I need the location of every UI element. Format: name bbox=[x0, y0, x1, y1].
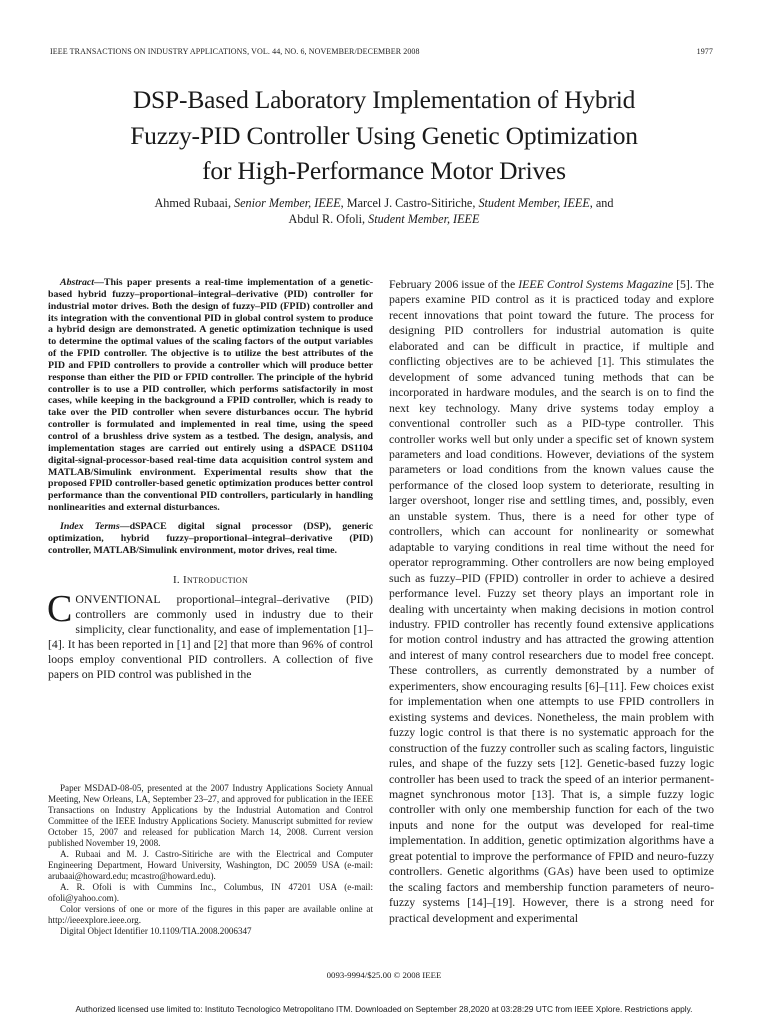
body-paragraph bbox=[389, 277, 714, 926]
abstract-label: Abstract bbox=[60, 277, 95, 288]
footnote-doi: Digital Object Identifier 10.1109/TIA.2008.2006347 bbox=[60, 926, 252, 936]
index-terms bbox=[48, 521, 373, 557]
author-separator: , and bbox=[589, 196, 614, 210]
footnotes bbox=[48, 783, 373, 937]
title-line-2: Fuzzy-PID Controller Using Genetic Optimization bbox=[130, 120, 638, 150]
drop-cap: C bbox=[47, 588, 73, 631]
left-column bbox=[48, 277, 373, 682]
footnote-affiliation: A. Rubaai and M. J. Castro-Sitiriche are with the Electrical and Computer Engineering Department, Howard University, Washington, DC 20059 USA (e-mail: arubaai@howard.edu; mcastro@howard.edu). bbox=[48, 849, 373, 881]
title-line-1: DSP-Based Laboratory Implementation of Hybrid bbox=[132, 85, 636, 114]
license-notice: Authorized licensed use limited to: Instituto Tecnologico Metropolitano ITM. Downloaded on September 28,2020 at 03:28:29 UTC from IEEE Xplore. Restrictions apply. bbox=[75, 1004, 693, 1014]
author-role-rubaai: Senior Member, IEEE bbox=[234, 196, 341, 210]
title-line-3: for High-Performance Motor Drives bbox=[202, 156, 566, 185]
body-text: [5]. The papers examine PID control as it is practiced today and explore recent innovations that point toward the future. The process for designing PID controllers for industrial automation is quite elaborated and can be difficult in practice, if multiple and conflicting objectives are to be achieved [1]. This stimulates the development of some advanced tuning methods that can be incorporated in hardware modules, and the search is on to find the next key technology. Many drive systems today employ a conventional controller such as a PID-type controller. This controller works well but only under a specific set of known system parameters and load conditions. However, deviations of the system parameters or load conditions from the known values cause the performance of the closed loop system to deteriorate, resulting in larger overshoot, longer rise and settling times, and, possibly, even an unstable system. Thus, there is a need for other type of controllers, which can account for nonlinearity or somewhat adaptable to varying conditions in real time without the need for operator reprogramming. Other controllers are now being employed such as fuzzy–PID (FPID) controller in order to achieve a desired performance level. Fuzzy set theory plays an important role in dealing with uncertainty when making decisions in motion control industry. FPID controller has recently found extensive applications for motion control industry and has attracted the growing attention and interest of many control researchers due to model free concept. These controllers, as currently demonstrated by a number of experimenters, show encouraging results [6]–[11]. Few choices exist for implementation when one attempts to use FPID controllers in existing systems and devices. Nonetheless, the main problem with fuzzy logic control is that there is no systematic approach for the construction of the fuzzy controller such as scaling factors, linguistic rules, and shape of the fuzzy sets [12]. Genetic-based fuzzy logic controller has been used to track the speed of an interior permanent-magnet synchronous motor [13]. That is, a simple fuzzy logic controller with only one membership function for each of the two inputs and none for the output was developed for real-time implementation. In addition, genetic optimization algorithms have a great potential to improve the performance of FPID and neuro-fuzzy controllers. Genetic algorithms (GAs) have been used to optimize the scaling factors and membership function parameters of neuro-fuzzy systems [14]–[19]. However, there is a strong need for practical development and experimental bbox=[389, 277, 714, 925]
section-heading bbox=[48, 574, 373, 586]
index-terms-label: Index Terms bbox=[60, 520, 120, 532]
copyright-line: 0093-9994/$25.00 © 2008 IEEE bbox=[326, 970, 442, 980]
author-role-ofoli: Student Member, IEEE bbox=[368, 211, 480, 226]
paper-title bbox=[20, 82, 748, 189]
abstract bbox=[48, 277, 373, 514]
section-number: I. bbox=[172, 574, 184, 587]
index-terms-text: —dSPACE digital signal processor (DSP), generic optimization, hybrid fuzzy–proportional–integral–derivative (PID) controller, MATLAB/Simulink environment, motor drives, real time. bbox=[48, 520, 373, 556]
abstract-text: —This paper presents a real-time implementation of a genetic-based hybrid fuzzy–proportional–integral–derivative (PID) controller for industrial motor drives. Both the design of fuzzy–PID (FPID) controller and its integration with the conventional PID in global control system to produce a hybrid design are demonstrated. A genetic optimization technique is used to determine the optimal values of the scaling factors of the output variables of the FPID controller. The objective is to utilize the best attributes of the PID and FPID controllers to provide a controller which will produce better response than either the PID or FPID controller. The principle of the hybrid controller is to use a PID controller, which performs satisfactorily in most cases, while keeping in the background a FPID controller, which is ready to take over the PID controller when severe disturbances occur. The hybrid controller is formulated and implemented in real time, using the speed control of a brushless drive system as a testbed. The design, analysis, and implementation stages are carried out entirely using a dSPACE DS1104 digital-signal-processor-based real-time data acquisition control system and MATLAB/Simulink environment. Experimental results show that the proposed FPID controller-based genetic optimization produces better control performance than the conventional PID controllers, particularly in handling nonlinearities and external disturbances. bbox=[48, 277, 373, 514]
right-column bbox=[389, 277, 714, 926]
journal-name: IEEE TRANSACTIONS ON INDUSTRY APPLICATIONS, VOL. 44, NO. 6, NOVEMBER/DECEMBER 2008 bbox=[50, 47, 420, 56]
magazine-title: IEEE Control Systems Magazine bbox=[518, 277, 674, 291]
footnote-submission: Paper MSDAD-08-05, presented at the 2007 Industry Applications Society Annual Meeting, New Orleans, LA, September 23–27, and approved for publication in the IEEE Transactions on Industry Applications by the Industrial Automation and Control Committee of the IEEE Industry Applications Society. Manuscript submitted for review October 15, 2007 and released for publication March 14, 2008. Current version published November 19, 2008. bbox=[48, 783, 373, 848]
page-number: 1977 bbox=[696, 47, 713, 56]
running-header bbox=[50, 47, 713, 59]
author-name-castro: , Marcel J. Castro-Sitiriche, bbox=[340, 196, 479, 210]
footnote-color: Color versions of one or more of the figures in this paper are available online at http://ieeexplore.ieee.org. bbox=[48, 904, 373, 925]
author-role-castro: Student Member, IEEE bbox=[478, 196, 590, 210]
author-name-ofoli: Abdul R. Ofoli, bbox=[288, 211, 369, 226]
footnote-ofoli: A. R. Ofoli is with Cummins Inc., Columbus, IN 47201 USA (e-mail: ofoli@yahoo.com). bbox=[48, 882, 373, 903]
section-title: Introduction bbox=[183, 574, 249, 587]
author-line-2 bbox=[20, 212, 748, 228]
introduction-paragraph bbox=[47, 588, 373, 682]
author-line-1 bbox=[20, 196, 748, 212]
author-name-rubaai: Ahmed Rubaai, bbox=[154, 196, 235, 210]
author-list bbox=[20, 196, 748, 227]
body-text-start: February 2006 issue of the bbox=[389, 277, 519, 291]
introduction-text: ONVENTIONAL proportional–integral–derivative (PID) controllers are commonly used in industry due to their simplicity, clear functionality, and ease of implementation [1]–[4]. It has been reported in [1] and [2] that more than 96% of control loops employ conventional PID controllers. A collection of five papers on PID control was published in the bbox=[48, 592, 373, 682]
